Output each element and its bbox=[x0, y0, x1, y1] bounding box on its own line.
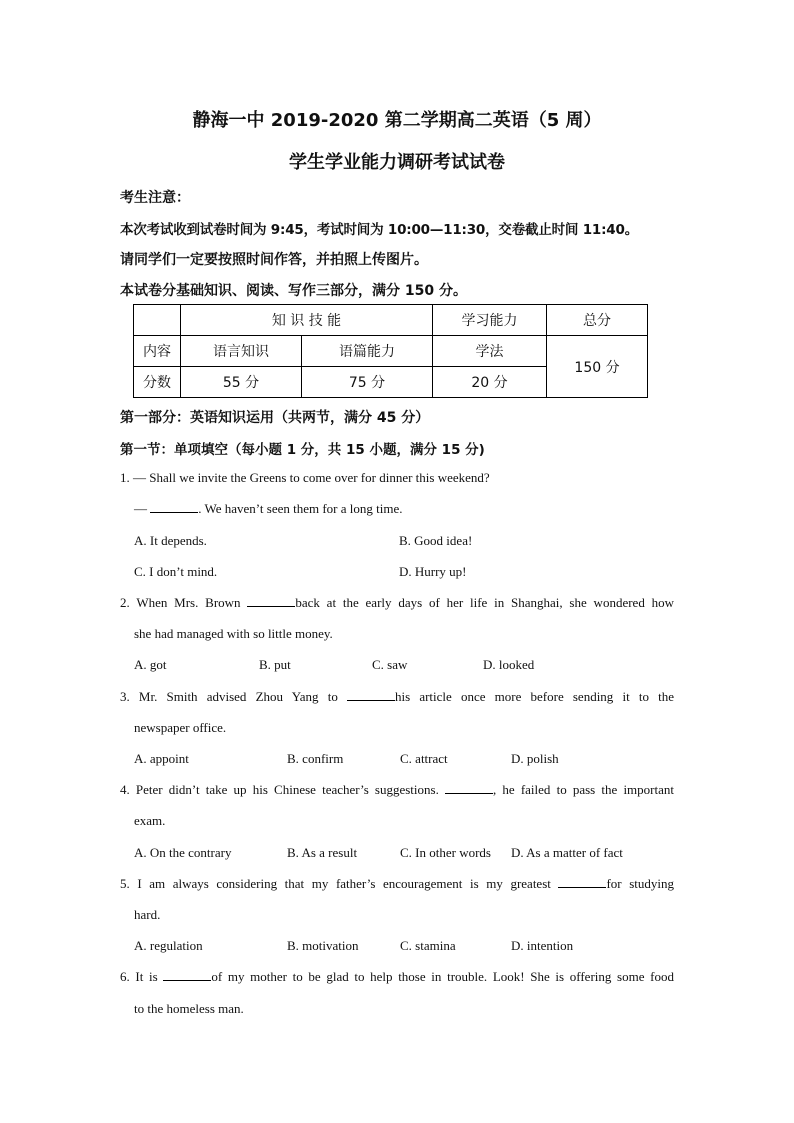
q3-option-d: D. polish bbox=[511, 751, 559, 766]
q2-stem bbox=[120, 595, 674, 611]
header-ability: 学习能力 bbox=[433, 305, 547, 336]
q5-stem-pre: 5. I am always considering that my father’s encouragement is my greatest bbox=[120, 876, 559, 891]
q6-stem-post: of my mother to be glad to help those in trouble. Look! She is offering some food bbox=[211, 969, 674, 984]
q1-reply-dash: — bbox=[134, 501, 151, 516]
q1-option-a: A. It depends. bbox=[134, 533, 207, 548]
q6-stem-pre: 6. It is bbox=[120, 969, 164, 984]
exam-title: 静海一中 2019-2020 第二学期高二英语（5 周） bbox=[192, 110, 602, 131]
notice-structure: 本试卷分基础知识、阅读、写作三部分，满分 150 分。 bbox=[120, 283, 467, 299]
q5-stem-cont: hard. bbox=[134, 907, 161, 922]
q4-blank bbox=[445, 782, 493, 794]
q6-stem bbox=[120, 969, 674, 985]
score-table bbox=[133, 304, 648, 398]
q3-stem-cont: newspaper office. bbox=[134, 720, 227, 735]
q1-option-b: B. Good idea! bbox=[399, 533, 473, 548]
notice-upload: 请同学们一定要按照时间作答，并拍照上传图片。 bbox=[120, 252, 428, 268]
col-method: 学法 bbox=[433, 336, 547, 367]
score-language: 55 分 bbox=[181, 367, 302, 398]
row-content-label: 内容 bbox=[134, 336, 181, 367]
q5-option-b: B. motivation bbox=[287, 938, 359, 953]
q1-option-c: C. I don’t mind. bbox=[134, 564, 218, 579]
q2-blank bbox=[247, 595, 295, 607]
q1-blank bbox=[150, 501, 198, 513]
notice-time: 本次考试收到试卷时间为 9:45，考试时间为 10:00—11:30，交卷截止时间 11:40。 bbox=[120, 222, 638, 238]
q2-stem-post: back at the early days of her life in Shanghai, she wondered how bbox=[295, 595, 675, 610]
q3-blank bbox=[347, 689, 395, 701]
q5-option-c: C. stamina bbox=[400, 938, 456, 953]
q2-option-b: B. put bbox=[259, 657, 291, 672]
q3-option-b: B. confirm bbox=[287, 751, 344, 766]
q1-stem: 1. — Shall we invite the Greens to come over for dinner this weekend? bbox=[120, 470, 490, 485]
notice-label: 考生注意： bbox=[120, 190, 190, 206]
q5-blank bbox=[558, 876, 606, 888]
q5-stem bbox=[120, 876, 674, 892]
q6-stem-cont: to the homeless man. bbox=[134, 1001, 244, 1016]
col-language: 语言知识 bbox=[181, 336, 302, 367]
table-corner bbox=[134, 305, 181, 336]
q2-option-c: C. saw bbox=[372, 657, 408, 672]
col-discourse: 语篇能力 bbox=[302, 336, 433, 367]
q4-stem-cont: exam. bbox=[134, 813, 166, 828]
q5-stem-post: for studying bbox=[606, 876, 674, 891]
q4-stem-post: , he failed to pass the important bbox=[493, 782, 674, 797]
q6-blank bbox=[163, 969, 211, 981]
q2-option-d: D. looked bbox=[483, 657, 535, 672]
q1-reply-text: . We haven’t seen them for a long time. bbox=[198, 501, 403, 516]
q4-stem-pre: 4. Peter didn’t take up his Chinese teacher’s suggestions. bbox=[120, 782, 445, 797]
q1-reply bbox=[134, 501, 403, 517]
part1-heading: 第一部分：英语知识运用（共两节，满分 45 分） bbox=[120, 410, 430, 426]
q4-option-b: B. As a result bbox=[287, 845, 358, 860]
q2-stem-cont: she had managed with so little money. bbox=[134, 626, 333, 641]
row-score-label: 分数 bbox=[134, 367, 181, 398]
q1-option-d: D. Hurry up! bbox=[399, 564, 467, 579]
q4-stem bbox=[120, 782, 674, 798]
q4-option-d: D. As a matter of fact bbox=[511, 845, 623, 860]
q4-option-c: C. In other words bbox=[400, 845, 491, 860]
q3-stem bbox=[120, 689, 674, 705]
q2-stem-pre: 2. When Mrs. Brown bbox=[120, 595, 248, 610]
exam-subtitle: 学生学业能力调研考试试卷 bbox=[289, 152, 505, 173]
score-discourse: 75 分 bbox=[302, 367, 433, 398]
score-method: 20 分 bbox=[433, 367, 547, 398]
header-knowledge: 知 识 技 能 bbox=[181, 305, 433, 336]
q3-option-a: A. appoint bbox=[134, 751, 189, 766]
q4-option-a: A. On the contrary bbox=[134, 845, 232, 860]
q5-option-d: D. intention bbox=[511, 938, 574, 953]
q5-option-a: A. regulation bbox=[134, 938, 203, 953]
q3-stem-post: his article once more before sending it to the bbox=[394, 689, 674, 704]
score-total: 150 分 bbox=[547, 336, 648, 398]
q3-stem-pre: 3. Mr. Smith advised Zhou Yang to bbox=[120, 689, 347, 704]
q3-option-c: C. attract bbox=[400, 751, 448, 766]
header-total: 总分 bbox=[547, 305, 648, 336]
section1-heading: 第一节：单项填空（每小题 1 分，共 15 小题，满分 15 分) bbox=[120, 442, 485, 458]
q2-option-a: A. got bbox=[134, 657, 167, 672]
